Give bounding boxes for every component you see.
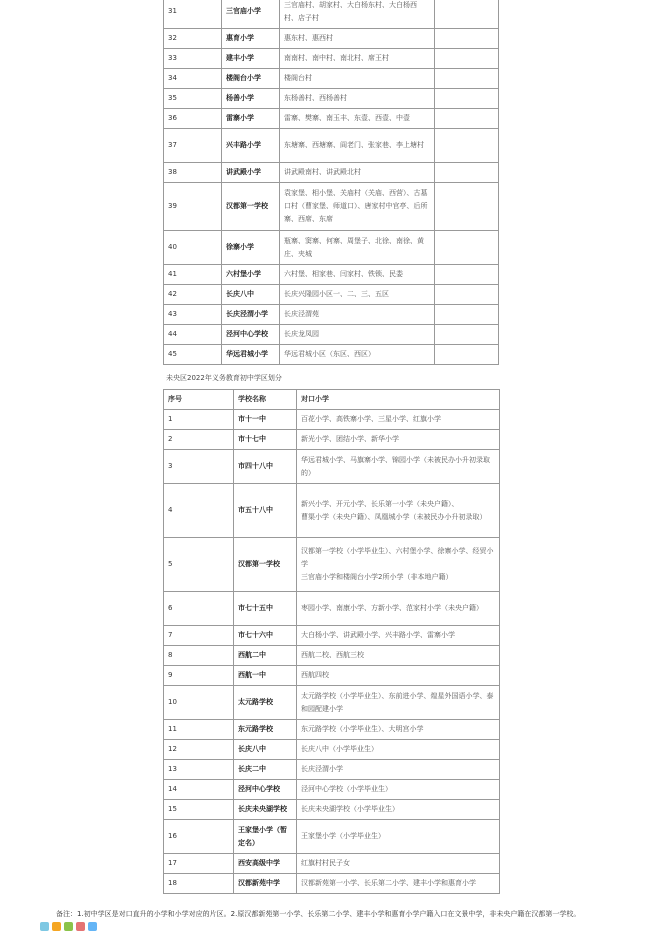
row-number: 36 (164, 109, 222, 129)
table-row (164, 265, 499, 285)
school-name: 市十一中 (234, 410, 297, 430)
row-number: 16 (164, 820, 234, 854)
header-school-name: 学校名称 (234, 390, 297, 410)
primary-school-list: 华远君城小学、马旗寨小学、锦园小学（未被民办小升初录取的） (297, 450, 500, 484)
primary-school-list: 新兴小学、开元小学、长乐第一小学（未央户籍）、 曹渠小学（未央户籍）、凤凰城小学（未被民办小升初录取） (297, 484, 500, 538)
row-number: 7 (164, 626, 234, 646)
blank-cell (435, 0, 499, 29)
primary-school-list: 汉都新苑第一小学、长乐第二小学、建丰小学和惠育小学 (297, 874, 500, 894)
school-name: 市五十八中 (234, 484, 297, 538)
school-name: 兴丰路小学 (222, 129, 280, 163)
primary-school-list: 西航二校、西航三校 (297, 646, 500, 666)
school-name: 建丰小学 (222, 49, 280, 69)
school-name: 太元路学校 (234, 686, 297, 720)
district-area: 华远君城小区（东区、西区） (280, 345, 435, 365)
table-row (164, 686, 500, 720)
table-row (164, 740, 500, 760)
row-number: 32 (164, 29, 222, 49)
district-area: 南南村、南中村、南北村、席王村 (280, 49, 435, 69)
school-name: 王家堡小学（暂定名） (234, 820, 297, 854)
school-name: 市十七中 (234, 430, 297, 450)
district-area: 瓶寨、窦寨、何寨、周堡子、北徐、南徐、黄庄、夹城 (280, 231, 435, 265)
primary-school-list: 长庆未央湖学校（小学毕业生） (297, 800, 500, 820)
district-area: 长庆泾渭苑 (280, 305, 435, 325)
school-name: 讲武殿小学 (222, 163, 280, 183)
row-number: 5 (164, 538, 234, 592)
school-name: 西航一中 (234, 666, 297, 686)
school-name: 东元路学校 (234, 720, 297, 740)
district-area: 雷寨、樊寨、南玉丰、东壹、西壹、中壹 (280, 109, 435, 129)
blank-cell (435, 231, 499, 265)
primary-school-list: 百花小学、高铁寨小学、三星小学、红旗小学 (297, 410, 500, 430)
district-area: 东塘寨、西塘寨、阎老门、张家巷、李上塘村 (280, 129, 435, 163)
row-number: 8 (164, 646, 234, 666)
table-row (164, 325, 499, 345)
table-row (164, 183, 499, 231)
table-row (164, 538, 500, 592)
primary-school-list: 长庆八中（小学毕业生） (297, 740, 500, 760)
middle-school-table-caption: 未央区2022年义务教育初中学区划分 (166, 374, 282, 382)
row-number: 6 (164, 592, 234, 626)
table-row (164, 646, 500, 666)
school-name: 六村堡小学 (222, 265, 280, 285)
header-no: 序号 (164, 390, 234, 410)
row-number: 11 (164, 720, 234, 740)
blank-cell (435, 49, 499, 69)
primary-school-list: 大白杨小学、讲武殿小学、兴丰路小学、雷寨小学 (297, 626, 500, 646)
row-number: 10 (164, 686, 234, 720)
row-number: 42 (164, 285, 222, 305)
blank-cell (435, 265, 499, 285)
district-area: 六村堡、相家巷、闫家村、铁锁、民娄 (280, 265, 435, 285)
school-name: 汉都新苑中学 (234, 874, 297, 894)
school-name: 泾河中心学校 (234, 780, 297, 800)
blank-cell (435, 183, 499, 231)
row-number: 3 (164, 450, 234, 484)
school-name: 华远君城小学 (222, 345, 280, 365)
blank-cell (435, 89, 499, 109)
district-area: 长庆兴隆园小区一、二、三、五区 (280, 285, 435, 305)
table-row (164, 129, 499, 163)
primary-school-list: 枣园小学、南康小学、方新小学、范家村小学（未央户籍） (297, 592, 500, 626)
school-name: 市七十六中 (234, 626, 297, 646)
blank-cell (435, 163, 499, 183)
primary-school-list: 太元路学校（小学毕业生）、东前进小学、煌星外国语小学、泰和园配建小学 (297, 686, 500, 720)
school-name: 西安高级中学 (234, 854, 297, 874)
table-row (164, 484, 500, 538)
blank-cell (435, 29, 499, 49)
district-area: 惠东村、惠西村 (280, 29, 435, 49)
blank-cell (435, 345, 499, 365)
table-row (164, 29, 499, 49)
school-name: 泾河中心学校 (222, 325, 280, 345)
row-number: 39 (164, 183, 222, 231)
table-row (164, 780, 500, 800)
school-name: 惠育小学 (222, 29, 280, 49)
row-number: 44 (164, 325, 222, 345)
row-number: 41 (164, 265, 222, 285)
row-number: 1 (164, 410, 234, 430)
primary-school-list: 泾河中心学校（小学毕业生） (297, 780, 500, 800)
table-row (164, 450, 500, 484)
table-row (164, 592, 500, 626)
district-area: 东杨善村、西杨善村 (280, 89, 435, 109)
school-name: 徐寨小学 (222, 231, 280, 265)
row-number: 2 (164, 430, 234, 450)
table-header-row (164, 390, 500, 410)
row-number: 31 (164, 0, 222, 29)
row-number: 14 (164, 780, 234, 800)
table-row (164, 720, 500, 740)
row-number: 18 (164, 874, 234, 894)
primary-school-list: 新光小学、团结小学、新华小学 (297, 430, 500, 450)
school-name: 杨善小学 (222, 89, 280, 109)
table-row (164, 49, 499, 69)
primary-school-list: 汉都第一学校（小学毕业生）、六村堡小学、徐寨小学、经贸小学 三官庙小学和楼阁台小学2所小学（非本地户籍） (297, 538, 500, 592)
table-row (164, 854, 500, 874)
blank-cell (435, 69, 499, 89)
blank-cell (435, 285, 499, 305)
district-area: 三官庙村、胡家村、大白杨东村、大白杨西村、店子村 (280, 0, 435, 29)
table-row (164, 285, 499, 305)
row-number: 13 (164, 760, 234, 780)
school-name: 长庆泾渭小学 (222, 305, 280, 325)
district-area: 长庆龙凤园 (280, 325, 435, 345)
header-primary-schools: 对口小学 (297, 390, 500, 410)
table-row (164, 666, 500, 686)
blank-cell (435, 325, 499, 345)
row-number: 37 (164, 129, 222, 163)
school-name: 汉都第一学校 (222, 183, 280, 231)
school-name: 长庆八中 (222, 285, 280, 305)
watermark-logo (40, 922, 120, 935)
table-row (164, 305, 499, 325)
row-number: 43 (164, 305, 222, 325)
table-row (164, 109, 499, 129)
table-row (164, 89, 499, 109)
district-area: 讲武殿南村、讲武殿北村 (280, 163, 435, 183)
primary-school-list: 王家堡小学（小学毕业生） (297, 820, 500, 854)
middle-school-district-table (163, 389, 500, 894)
row-number: 4 (164, 484, 234, 538)
table-row (164, 410, 500, 430)
row-number: 33 (164, 49, 222, 69)
school-name: 长庆二中 (234, 760, 297, 780)
district-area: 楼阁台村 (280, 69, 435, 89)
table-row (164, 760, 500, 780)
school-name: 西航二中 (234, 646, 297, 666)
school-name: 市四十八中 (234, 450, 297, 484)
row-number: 45 (164, 345, 222, 365)
row-number: 40 (164, 231, 222, 265)
table-row (164, 430, 500, 450)
table-row (164, 231, 499, 265)
table-row (164, 0, 499, 29)
primary-school-list: 西航四校 (297, 666, 500, 686)
row-number: 9 (164, 666, 234, 686)
table-row (164, 820, 500, 854)
blank-cell (435, 109, 499, 129)
table-row (164, 874, 500, 894)
school-name: 长庆八中 (234, 740, 297, 760)
school-name: 三官庙小学 (222, 0, 280, 29)
blank-cell (435, 305, 499, 325)
school-name: 汉都第一学校 (234, 538, 297, 592)
school-name: 市七十五中 (234, 592, 297, 626)
primary-school-district-table (163, 0, 499, 365)
row-number: 38 (164, 163, 222, 183)
table-row (164, 69, 499, 89)
school-name: 楼阁台小学 (222, 69, 280, 89)
district-area: 袁家堡、相小堡、关庙村（关庙、西营）、古墓口村（曹家堡、师道口）、唐家村中官亭、后所寨、西席、东席 (280, 183, 435, 231)
table-row (164, 163, 499, 183)
row-number: 17 (164, 854, 234, 874)
row-number: 35 (164, 89, 222, 109)
row-number: 34 (164, 69, 222, 89)
blank-cell (435, 129, 499, 163)
row-number: 15 (164, 800, 234, 820)
school-name: 长庆未央湖学校 (234, 800, 297, 820)
row-number: 12 (164, 740, 234, 760)
school-name: 雷寨小学 (222, 109, 280, 129)
table-row (164, 800, 500, 820)
remark-note: 备注：1.初中学区是对口直升的小学和小学对应的片区。2.原汉都新苑第一小学、长乐第二小学、建丰小学和惠育小学户籍入口在文景中学，非未央户籍在汉都第一学校。 (56, 910, 581, 918)
primary-school-list: 长庆泾渭小学 (297, 760, 500, 780)
primary-school-list: 东元路学校（小学毕业生）、大明宫小学 (297, 720, 500, 740)
table-row (164, 345, 499, 365)
table-row (164, 626, 500, 646)
primary-school-list: 红旗村村民子女 (297, 854, 500, 874)
